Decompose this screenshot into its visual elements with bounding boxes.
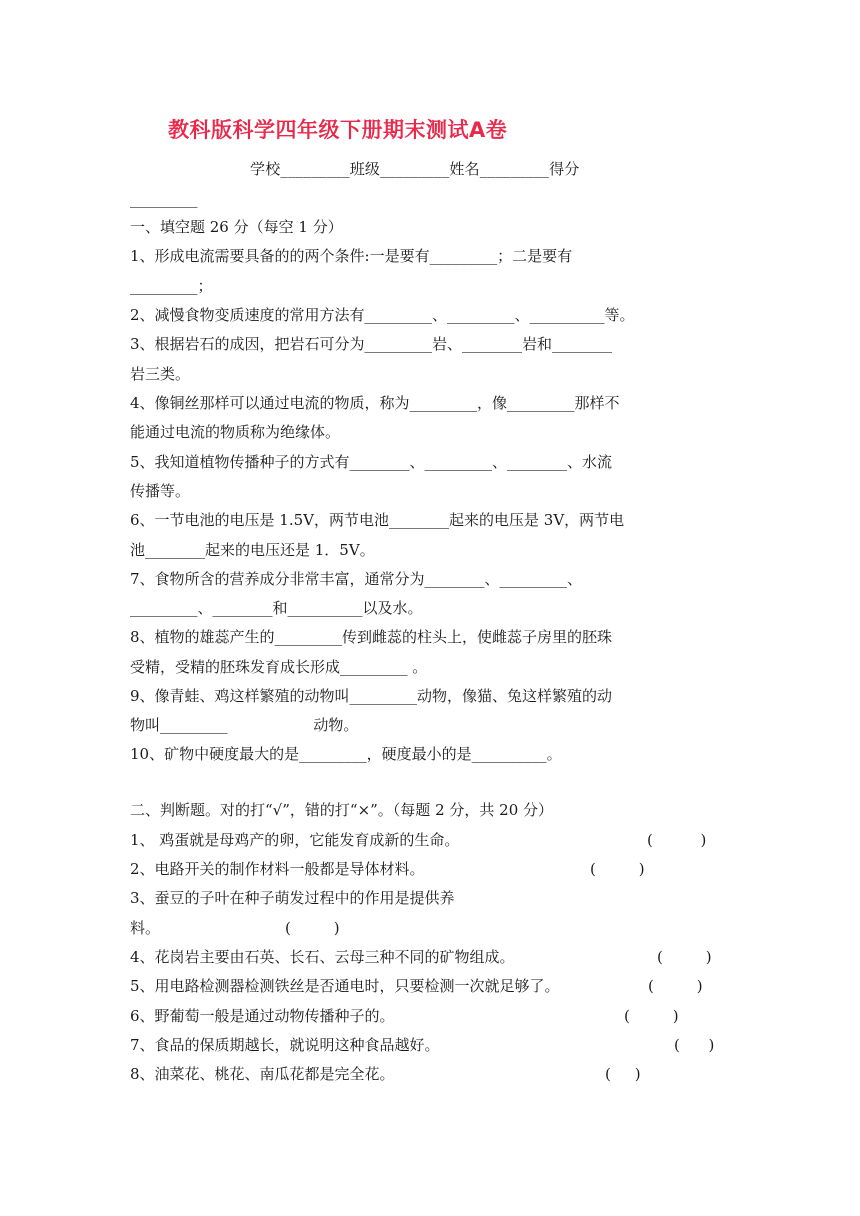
fill-line-8b: 受精，受精的胚珠发育成长形成_________ 。 <box>130 658 428 676</box>
fill-line-10: 10、矿物中硬度最大的是_________，硬度最小的是__________。 <box>130 745 562 763</box>
fill-line-4b: 能通过电流的物质称为绝缘体。 <box>130 423 341 441</box>
fill-line-5b: 传播等。 <box>130 482 191 500</box>
judge-bracket-7: ( ) <box>674 1036 715 1054</box>
judge-bracket-6: ( ) <box>624 1007 679 1025</box>
section2-heading: 二、判断题。对的打“√”，错的打“×”。（每题 2 分，共 20 分） <box>130 801 554 819</box>
judge-item-4: 4、花岗岩主要由石英、长石、云母三种不同的矿物组成。 <box>130 948 515 966</box>
fill-line-3a: 3、根据岩石的成因，把岩石可分为_________岩、________岩和________ <box>130 335 613 353</box>
fill-line-9a: 9、像青蛙、鸡这样繁殖的动物叫_________动物，像猫、兔这样繁殖的动 <box>130 687 613 705</box>
section1-heading: 一、填空题 26 分（每空 1 分） <box>130 218 343 236</box>
judge-item-8: 8、油菜花、桃花、南瓜花都是完全花。 <box>130 1065 395 1083</box>
fill-line-7a: 7、食物所含的营养成分非常丰富，通常分为________、_________、 <box>130 570 583 588</box>
judge-item-7: 7、食品的保质期越长，就说明这种食品越好。 <box>130 1036 440 1054</box>
student-info-line: 学校_________班级_________姓名_________得分 <box>250 160 580 178</box>
student-info-tail: _________ <box>130 190 198 208</box>
fill-line-5a: 5、我知道植物传播种子的方式有________、_________、________、水流 <box>130 453 613 471</box>
judge-bracket-3: ( ) <box>285 919 340 937</box>
judge-item-1: 1、 鸡蛋就是母鸡产的卵，它能发育成新的生命。 <box>130 831 460 849</box>
fill-line-7b: _________、________和__________以及水。 <box>130 599 423 617</box>
judge-item-5: 5、用电路检测器检测铁丝是否通电时，只要检测一次就足够了。 <box>130 977 560 995</box>
judge-item-6: 6、野葡萄一般是通过动物传播种子的。 <box>130 1007 395 1025</box>
judge-bracket-5: ( ) <box>648 977 703 995</box>
judge-item-3b: 料。 <box>130 919 161 937</box>
fill-line-9b: 物叫_________ 动物。 <box>130 716 359 734</box>
fill-line-4a: 4、像铜丝那样可以通过电流的物质，称为_________，像_________那样不 <box>130 394 620 412</box>
judge-item-3a: 3、蚕豆的子叶在种子萌发过程中的作用是提供养 <box>130 889 455 907</box>
fill-line-3b: 岩三类。 <box>130 365 191 383</box>
judge-bracket-8: ( ) <box>605 1065 641 1083</box>
fill-line-6a: 6、一节电池的电压是 1.5V，两节电池________起来的电压是 3V，两节电 <box>130 511 625 529</box>
fill-line-8a: 8、植物的雄蕊产生的_________传到雌蕊的柱头上，使雌蕊子房里的胚珠 <box>130 628 613 646</box>
judge-item-2: 2、电路开关的制作材料一般都是导体材料。 <box>130 860 425 878</box>
judge-bracket-1: ( ) <box>647 831 707 849</box>
judge-bracket-4: ( ) <box>657 948 712 966</box>
fill-line-1b: _________； <box>130 277 213 295</box>
fill-line-6b: 池________起来的电压还是 1．5V。 <box>130 541 375 559</box>
judge-bracket-2: ( ) <box>590 860 645 878</box>
fill-line-1a: 1、形成电流需要具备的的两个条件:一是要有_________；二是要有 <box>130 247 573 265</box>
fill-line-2: 2、减慢食物变质速度的常用方法有_________、_________、__________等。 <box>130 306 635 324</box>
exam-title: 教科版科学四年级下册期末测试A卷 <box>168 118 508 142</box>
